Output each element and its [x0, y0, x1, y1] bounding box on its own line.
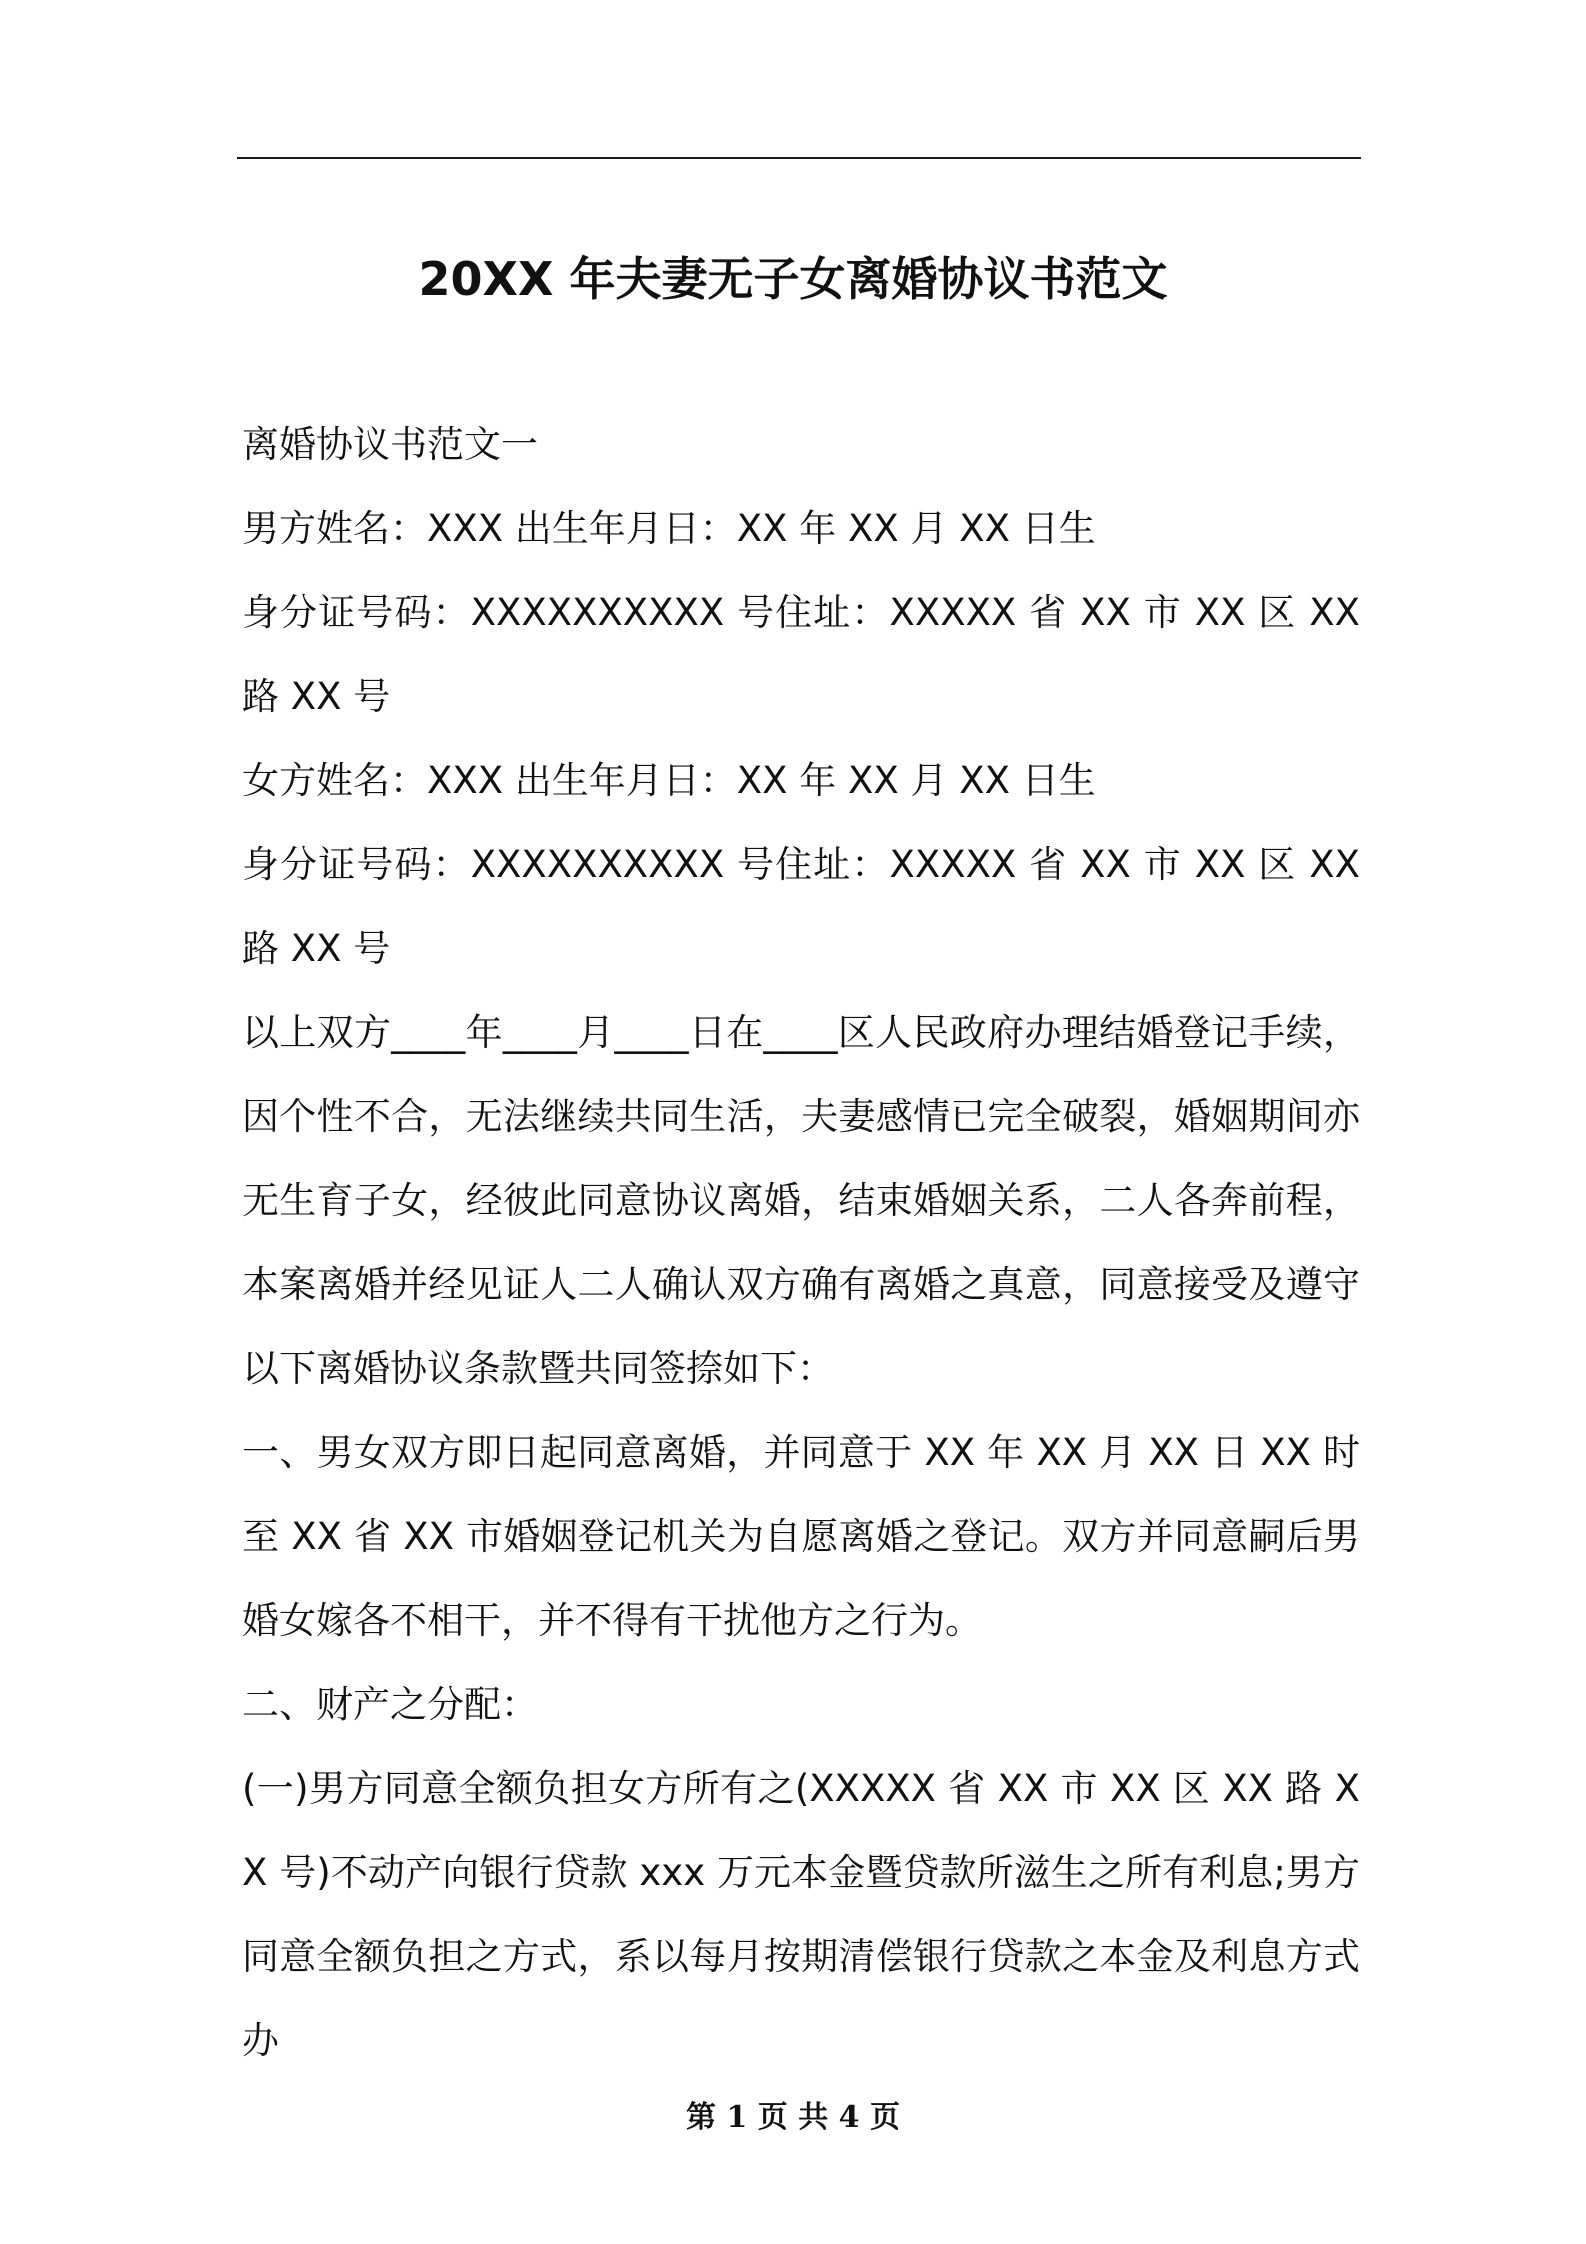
- page-number-footer: 第 1 页 共 4 页: [686, 2100, 900, 2135]
- female-party-name-line: 女方姓名：XXX 出生年月日：XX 年 XX 月 XX 日生: [242, 759, 1096, 802]
- property-clause-paragraph: (一)男方同意全额负担女方所有之(XXXXX 省 XX 市 XX 区 XX 路 XX 号)不动产向银行贷款 xxx 万元本金暨贷款所滋生之所有利息;男方同意全额负担之方式，系以每月按期清偿银行贷款之本金及利息方式办: [242, 1767, 1360, 2062]
- marriage-background-paragraph: 以上双方____年____月____日在____区人民政府办理结婚登记手续，因个性不合，无法继续共同生活，夫妻感情已完全破裂，婚姻期间亦无生育子女，经彼此同意协议离婚，结束婚姻关系，二人各奔前程，本案离婚并经见证人二人确认双方确有离婚之真意，同意接受及遵守以下离婚协议条款暨共同签捺如下：: [242, 1011, 1360, 1390]
- clause-two-heading: 二、财产之分配：: [242, 1683, 538, 1726]
- female-party-id-address-line: 身分证号码：XXXXXXXXXX 号住址：XXXXX 省 XX 市 XX 区 XX 路 XX 号: [242, 843, 1360, 970]
- document-title: 20XX 年夫妻无子女离婚协议书范文: [418, 251, 1168, 306]
- section-heading: 离婚协议书范文一: [242, 423, 538, 466]
- header-rule: [237, 157, 1361, 159]
- male-party-id-address-line: 身分证号码：XXXXXXXXXX 号住址：XXXXX 省 XX 市 XX 区 XX 路 XX 号: [242, 591, 1360, 718]
- male-party-name-line: 男方姓名：XXX 出生年月日：XX 年 XX 月 XX 日生: [242, 507, 1096, 550]
- document-body: [242, 403, 1360, 2083]
- clause-one-paragraph: 一、男女双方即日起同意离婚，并同意于 XX 年 XX 月 XX 日 XX 时至 XX 省 XX 市婚姻登记机关为自愿离婚之登记。双方并同意嗣后男婚女嫁各不相干，并不得有干扰他方之行为。: [242, 1431, 1360, 1642]
